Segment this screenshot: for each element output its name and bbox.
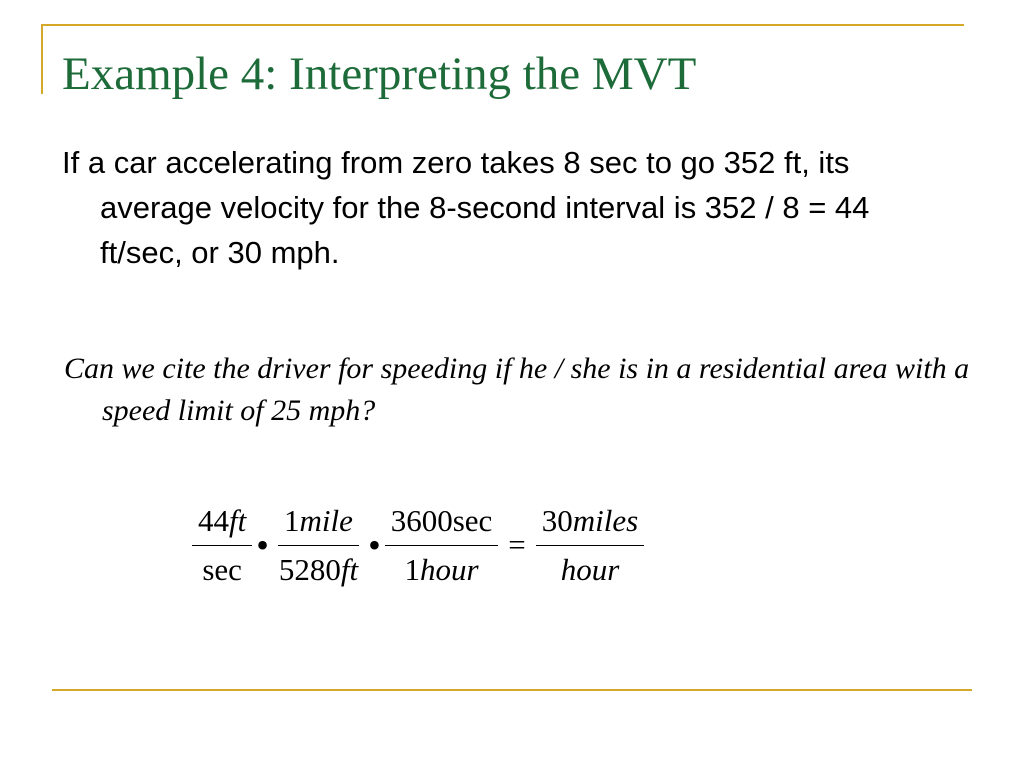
- numerator-unit: ft: [229, 502, 247, 538]
- fraction-denominator: [398, 546, 484, 590]
- multiply-dot: •: [256, 525, 269, 565]
- multiply-dot: •: [368, 525, 381, 565]
- numerator-unit: mile: [299, 502, 353, 538]
- numerator-value: 30: [541, 502, 573, 538]
- denominator-unit: hour: [419, 551, 479, 587]
- slide-title: Example 4: Interpreting the MVT: [62, 48, 697, 100]
- denominator-value: 1: [404, 551, 420, 587]
- fraction-numerator: [278, 501, 359, 546]
- numerator-value: 3600sec: [390, 502, 493, 538]
- body-paragraph: If a car accelerating from zero takes 8 sec to go 352 ft, its average velocity for the 8-second interval is 352 / 8 = 44 ft/sec, or 30 mph.: [62, 145, 870, 270]
- fraction-ft-per-sec: [192, 501, 252, 590]
- footer-rule: [52, 689, 972, 691]
- denominator-value: 5280: [278, 551, 341, 587]
- denominator-unit: hour: [560, 551, 620, 587]
- denominator-unit: ft: [340, 551, 359, 587]
- fraction-numerator: [385, 501, 499, 546]
- numerator-unit: miles: [572, 502, 639, 538]
- denominator-unit: sec: [202, 551, 242, 587]
- fraction-sec-per-hour: [385, 501, 499, 590]
- numerator-value: 44: [198, 502, 229, 538]
- fraction-numerator: [192, 501, 252, 546]
- fraction-numerator: [536, 501, 644, 546]
- fraction-denominator: [196, 546, 248, 590]
- fraction-result-mph: [536, 501, 644, 590]
- numerator-value: 1: [284, 502, 300, 538]
- equals-sign: =: [508, 527, 526, 562]
- frame-left-rule: [41, 24, 43, 94]
- fraction-mile-per-ft: [273, 501, 364, 590]
- frame-top-rule: [41, 24, 964, 26]
- fraction-denominator: [273, 546, 364, 590]
- unit-conversion-equation: [192, 500, 644, 590]
- fraction-denominator: [555, 546, 626, 590]
- question-paragraph: Can we cite the driver for speeding if he / she is in a residential area with a speed limit of 25 mph?: [64, 352, 970, 427]
